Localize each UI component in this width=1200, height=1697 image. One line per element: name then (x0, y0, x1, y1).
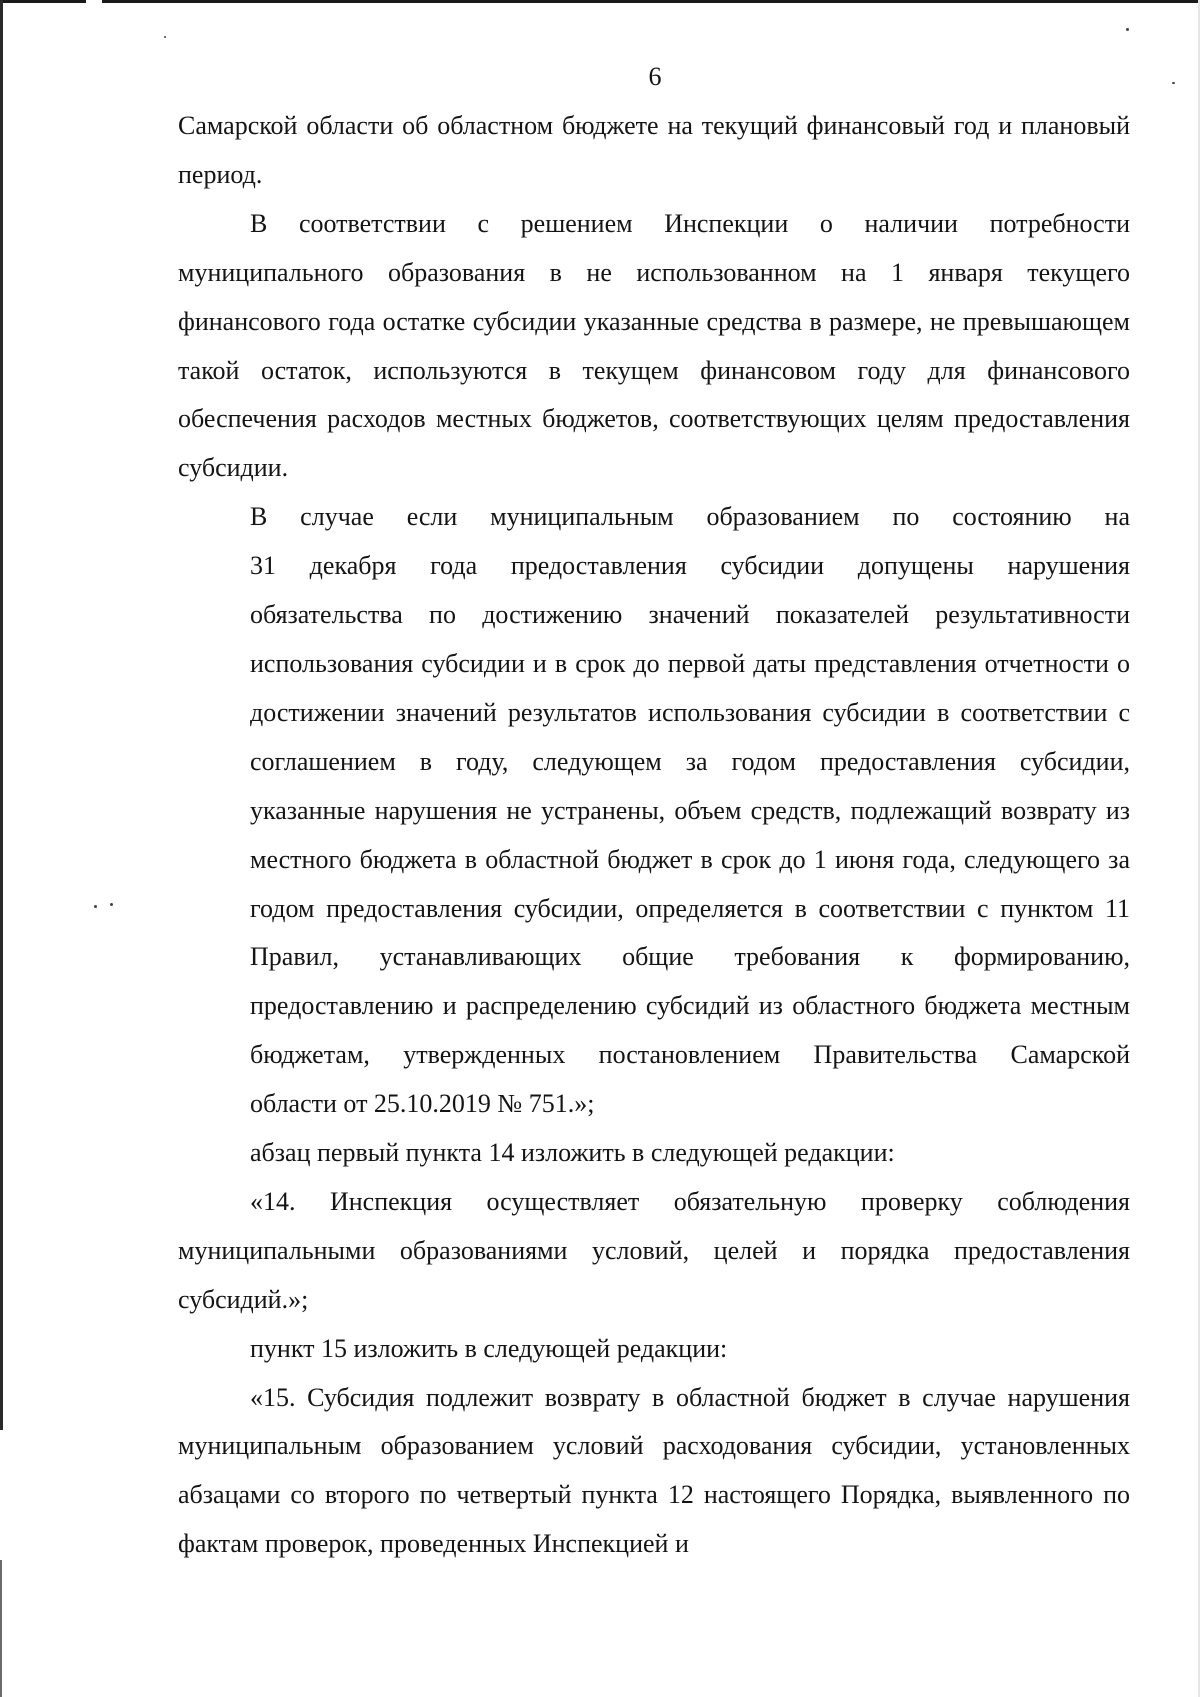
scan-speck (110, 903, 113, 906)
scan-speck (1126, 28, 1129, 31)
scan-border-left-lower (0, 1560, 2, 1697)
scan-speck (1172, 82, 1175, 84)
text-line: В случае если муниципальным образованием по состоянию на (250, 502, 1130, 532)
text-line: местного бюджета в областной бюджет в срок до 1 июня года, следующего за (250, 844, 1130, 874)
paragraph-violation-return (178, 493, 1130, 1129)
text-line: указанные нарушения не устранены, объем средств, подлежащий возврату из (250, 795, 1130, 825)
text-line: предоставлению и распределению субсидий из областного бюджета местным (250, 991, 1130, 1021)
scan-border-left (0, 0, 3, 1430)
text-line: Правил, устанавливающих общие требования к формированию, (250, 942, 1130, 972)
paragraph-clause-15-text: «15. Субсидия подлежит возврату в областной бюджет в случае нарушения муниципальным образованием условий расходования субсидии, установленных абзацами со второго по четвертый пункта 12 настоящего Порядка, выявленного по фактам проверок, проведенных Инспекцией и (178, 1382, 1130, 1559)
text-line: годом предоставления субсидии, определяется в соответствии с пунктом 11 (250, 893, 1130, 923)
scan-speck (164, 36, 166, 38)
text-line: обязательства по достижению значений показателей результативности (250, 600, 1130, 630)
scan-border-top (0, 0, 1200, 3)
paragraph-subsidy-balance: В соответствии с решением Инспекции о наличии потребности муниципального образования в не использованном на 1 января текущего финансового года остатке субсидии указанные средства в размере, не превышающем такой остаток, используются в текущем финансовом году для финансового обеспечения расходов местных бюджетов, соответствующих целям предоставления субсидии. (178, 208, 1130, 483)
text-line: соглашением в году, следующем за годом предоставления субсидии, (250, 746, 1130, 776)
text-line: использования субсидии и в срок до первой даты представления отчетности о (250, 648, 1130, 678)
page-number: 6 (648, 62, 662, 91)
scan-border-top-gap (86, 0, 102, 3)
document-body (178, 102, 1130, 1569)
paragraph-amend-clause-14: абзац первый пункта 14 изложить в следующей редакции: (250, 1138, 895, 1168)
text-line: 31 декабря года предоставления субсидии допущены нарушения (250, 551, 1130, 581)
text-line: достижении значений результатов использования субсидии в соответствии с (250, 697, 1130, 727)
paragraph-budget-law: Самарской области об областном бюджете на текущий финансовый год и плановый период. (178, 111, 1130, 189)
paragraph-clause-14-text: «14. Инспекция осуществляет обязательную проверку соблюдения муниципальными образованиями условий, целей и порядка предоставления субсидий.»; (178, 1186, 1130, 1314)
paragraph-amend-clause-15: пункт 15 изложить в следующей редакции: (250, 1333, 728, 1363)
scan-speck (94, 905, 97, 908)
text-line: бюджетам, утвержденных постановлением Правительства Самарской (250, 1040, 1130, 1070)
text-line: области от 25.10.2019 № 751.»; (250, 1089, 595, 1119)
